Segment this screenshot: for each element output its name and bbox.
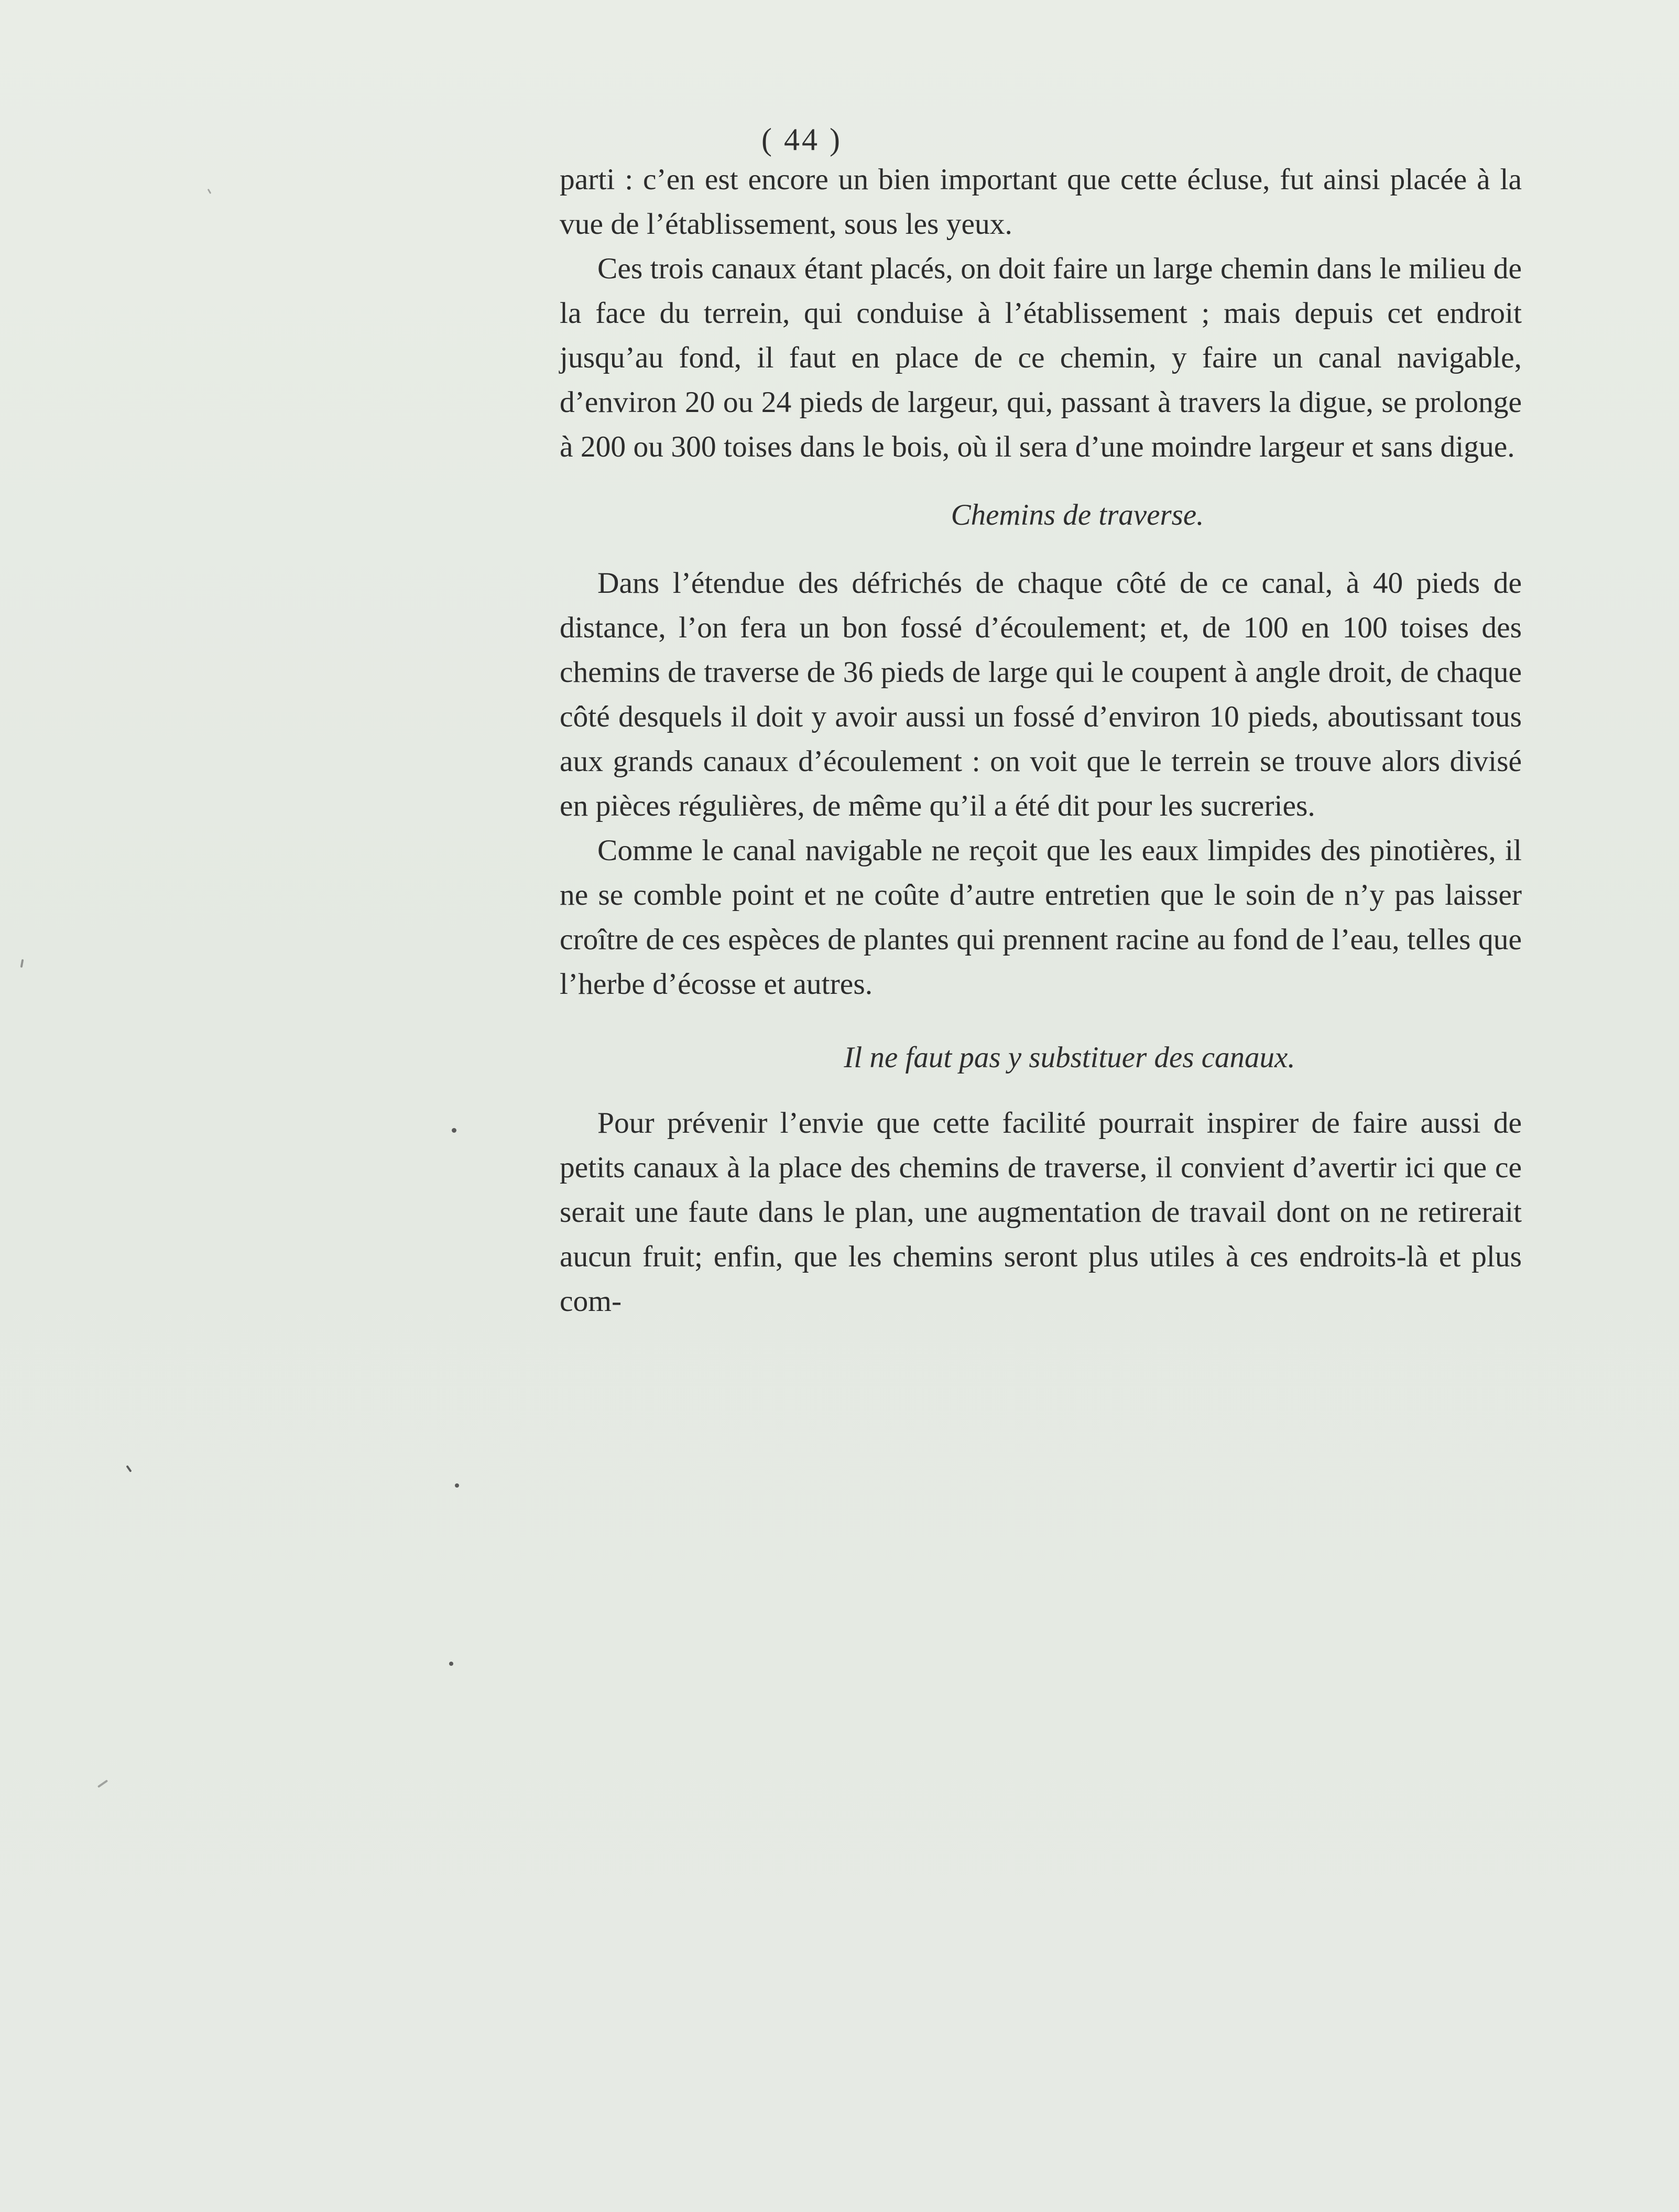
paper-speck [208,189,212,194]
paragraph-continuation: parti : c’en est encore un bien important que cette écluse, fut ainsi placée à la vue de l’établissement, sous les yeux. [560,163,1522,241]
paper-speck [126,1465,132,1472]
section-heading-canaux: Il ne faut pas y substituer des canaux. [844,1041,1295,1074]
paper-speck [455,1483,459,1488]
paragraph-prevenir: Pour prévenir l’envie que cette facilité pourrait inspirer de faire aussi de petits canaux à la place des chemins de traverse, il convient d’avertir ici que ce serait une faute dans le plan, une augmentation de travail dont on ne retirerait aucun fruit; enfin, que les chemins seront plus utiles à ces endroits-là et plus com- [560,1107,1522,1318]
section-heading-chemins: Chemins de traverse. [951,498,1204,532]
paper-speck [20,959,24,968]
paragraph-canaux: Ces trois canaux étant placés, on doit faire un large chemin dans le milieu de la face du terrein, qui conduise à l’établissement ; mais depuis cet endroit jusqu’au fond, il faut en place de ce chemin, y faire un canal navigable, d’environ 20 ou 24 pieds de largeur, qui, passant à travers la digue, se prolonge à 200 ou 300 toises dans le bois, où il sera d’une moindre largeur et sans digue. [560,252,1522,463]
paper-speck [449,1662,453,1666]
body-text [560,157,1522,1324]
paragraph-canal-navigable: Comme le canal navigable ne reçoit que les eaux limpides des pinotières, il ne se comble point et ne coûte d’autre entretien que le soin de n’y pas laisser croître de ces espèces de plantes qui prennent racine au fond de l’eau, telles que l’herbe d’écosse et autres. [560,834,1522,1001]
paragraph-defriches: Dans l’étendue des défrichés de chaque côté de ce canal, à 40 pieds de distance, l’on fera un bon fossé d’écoulement; et, de 100 en 100 toises des chemins de traverse de 36 pieds de large qui le coupent à angle droit, de chaque côté desquels il doit y avoir aussi un fossé d’environ 10 pieds, aboutissant tous aux grands canaux d’écoulement : on voit que le terrein se trouve alors divisé en pièces régulières, de même qu’il a été dit pour les sucreries. [560,567,1522,822]
paper-speck [97,1780,108,1788]
page-number: ( 44 ) [761,122,842,157]
paper-speck [452,1128,456,1133]
